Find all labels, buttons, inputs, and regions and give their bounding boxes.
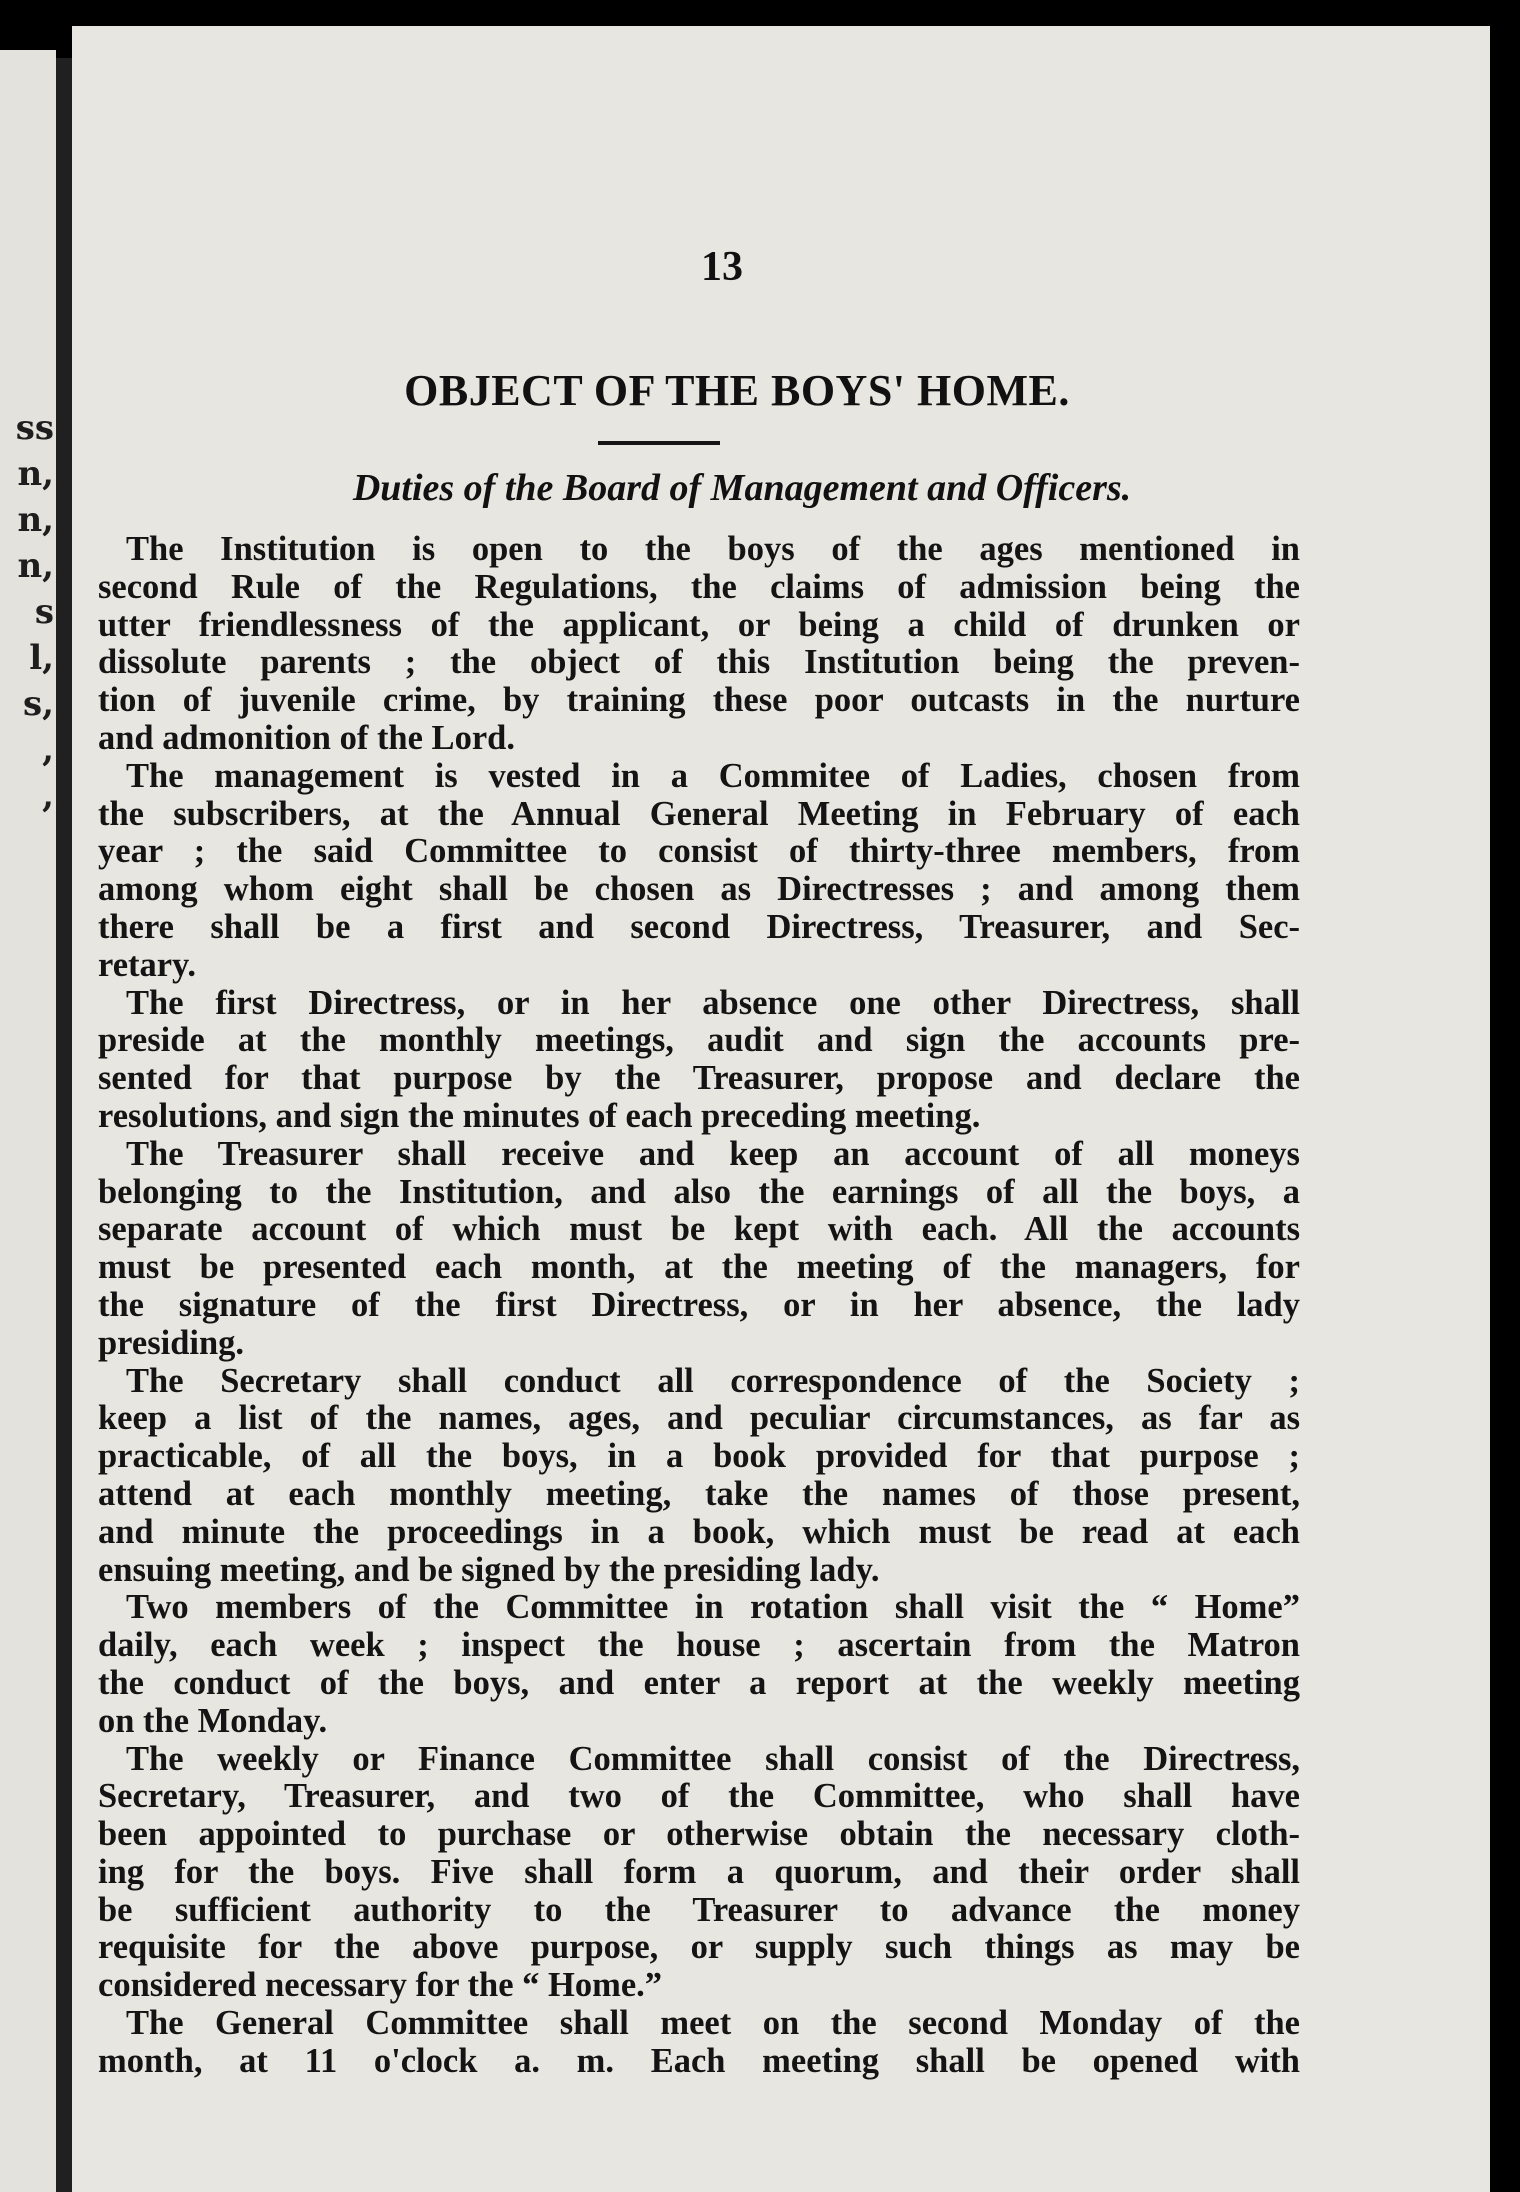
text-line: utter friendlessness of the applicant, or being a child of drunken or xyxy=(98,605,1300,644)
line-ending-fragment: , xyxy=(42,776,54,816)
text-line: Two members of the Committee in rotation shall visit the “ Home” xyxy=(126,1588,1300,1627)
book-spine-gutter xyxy=(56,58,72,2192)
text-line: requisite for the above purpose, or supply such things as may be xyxy=(98,1928,1300,1967)
title-divider-rule xyxy=(598,441,720,445)
text-line: presiding. xyxy=(98,1323,245,1362)
text-line: considered necessary for the “ Home.” xyxy=(98,1966,663,2005)
paragraph xyxy=(90,2005,1300,2081)
text-line: ing for the boys. Five shall form a quorum, and their order shall xyxy=(98,1852,1300,1891)
page-number: 13 xyxy=(701,244,743,290)
paragraph xyxy=(90,1741,1300,2006)
text-line: resolutions, and sign the minutes of each preceding meeting. xyxy=(98,1096,981,1135)
previous-page-line-endings xyxy=(0,405,56,819)
text-line: keep a list of the names, ages, and peculiar circumstances, as far as xyxy=(98,1399,1300,1438)
paragraph xyxy=(90,758,1300,985)
paragraph xyxy=(90,1363,1300,1590)
text-line: The Treasurer shall receive and keep an account of all moneys xyxy=(126,1134,1300,1173)
text-line: second Rule of the Regulations, the claims of admission being the xyxy=(98,567,1300,606)
text-line: The Secretary shall conduct all correspondence of the Society ; xyxy=(126,1361,1300,1400)
text-line: and admonition of the Lord. xyxy=(98,718,515,757)
text-line: month, at 11 o'clock a. m. Each meeting shall be opened with xyxy=(98,2041,1300,2080)
line-ending-fragment: n, xyxy=(17,546,54,586)
line-ending-fragment: s, xyxy=(23,684,54,724)
text-line: and minute the proceedings in a book, which must be read at each xyxy=(98,1512,1300,1551)
text-line: daily, each week ; inspect the house ; ascertain from the Matron xyxy=(98,1626,1300,1665)
line-ending-fragment: , xyxy=(42,730,54,770)
paragraph xyxy=(90,531,1300,758)
section-title: OBJECT OF THE BOYS' HOME. xyxy=(404,366,1070,415)
text-line: Secretary, Treasurer, and two of the Committee, who shall have xyxy=(98,1777,1300,1816)
book-page xyxy=(72,26,1490,2192)
section-subtitle: Duties of the Board of Management and Officers. xyxy=(352,467,1132,509)
text-line: attend at each monthly meeting, take the names of those present, xyxy=(98,1474,1300,1513)
text-line: ensuing meeting, and be signed by the presiding lady. xyxy=(98,1550,880,1589)
text-line: the signature of the first Directress, or in her absence, the lady xyxy=(98,1285,1300,1324)
text-line: year ; the said Committee to consist of thirty-three members, from xyxy=(98,832,1300,871)
text-line: must be presented each month, at the meeting of the managers, for xyxy=(98,1248,1300,1287)
text-line: sented for that purpose by the Treasurer, propose and declare the xyxy=(98,1059,1300,1098)
text-line: The management is vested in a Commitee of Ladies, chosen from xyxy=(126,756,1300,795)
text-line: belonging to the Institution, and also the earnings of all the boys, a xyxy=(98,1172,1300,1211)
text-line: preside at the monthly meetings, audit and sign the accounts pre- xyxy=(98,1021,1300,1060)
text-line: the conduct of the boys, and enter a report at the weekly meeting xyxy=(98,1663,1300,1702)
text-line: the subscribers, at the Annual General Meeting in February of each xyxy=(98,794,1300,833)
text-line: on the Monday. xyxy=(98,1701,328,1740)
previous-page-edge xyxy=(0,50,56,2192)
paragraph xyxy=(90,985,1300,1136)
line-ending-fragment: n, xyxy=(17,500,54,540)
text-line: The Institution is open to the boys of the ages mentioned in xyxy=(126,530,1300,568)
text-line: The General Committee shall meet on the second Monday of the xyxy=(126,2004,1300,2043)
text-line: dissolute parents ; the object of this Institution being the preven- xyxy=(98,643,1300,682)
text-line: The weekly or Finance Committee shall consist of the Directress, xyxy=(126,1739,1300,1778)
text-line: be sufficient authority to the Treasurer to advance the money xyxy=(98,1890,1300,1929)
text-line: retary. xyxy=(98,945,197,984)
line-ending-fragment: n, xyxy=(17,454,54,494)
text-line: been appointed to purchase or otherwise obtain the necessary cloth- xyxy=(98,1815,1300,1854)
text-line: practicable, of all the boys, in a book provided for that purpose ; xyxy=(98,1437,1300,1476)
text-line: The first Directress, or in her absence one other Directress, shall xyxy=(126,983,1300,1022)
line-ending-fragment: l, xyxy=(29,638,54,678)
text-line: among whom eight shall be chosen as Directresses ; and among them xyxy=(98,870,1300,909)
body-text xyxy=(90,531,1300,2081)
paragraph xyxy=(90,1136,1300,1363)
text-line: tion of juvenile crime, by training these poor outcasts in the nurture xyxy=(98,681,1300,720)
line-ending-fragment: ss xyxy=(15,408,54,448)
paragraph xyxy=(90,1589,1300,1740)
scan-border xyxy=(1490,0,1520,2192)
text-line: separate account of which must be kept with each. All the accounts xyxy=(98,1210,1300,1249)
text-line: there shall be a first and second Directress, Treasurer, and Sec- xyxy=(98,907,1300,946)
line-ending-fragment: s xyxy=(34,592,54,632)
